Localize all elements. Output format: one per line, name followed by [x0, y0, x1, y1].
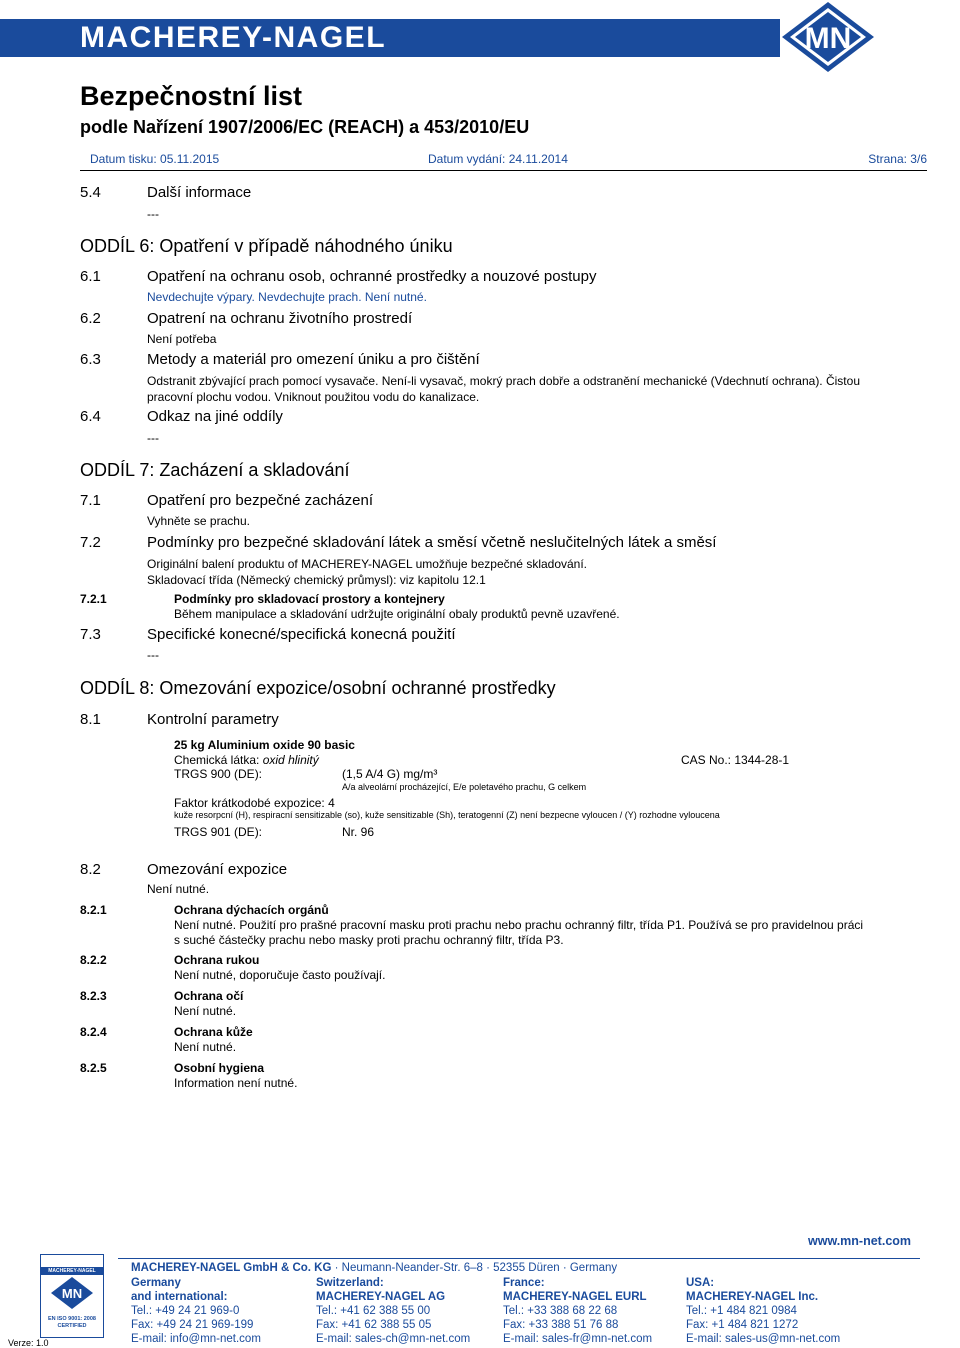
contact-heading: MACHEREY-NAGEL Inc. — [686, 1291, 819, 1303]
section-number: 6.1 — [80, 268, 101, 285]
section-title: Opatrení na ochranu životního prostredí — [147, 310, 413, 327]
subsection-title: Ochrana kůže — [174, 1025, 253, 1039]
contact-phone: Tel.: +1 484 821 0984 — [686, 1305, 797, 1317]
subsection-number: 8.2.1 — [80, 903, 107, 917]
contact-heading: Germany — [131, 1277, 181, 1289]
contact-heading: MACHEREY-NAGEL AG — [316, 1291, 446, 1303]
section-text: --- — [147, 431, 159, 445]
section-text: Není potřeba — [147, 332, 217, 346]
section-title: Podmínky pro bezpečné skladování látek a směsí včetně neslučitelných látek a směsí — [147, 534, 717, 551]
contact-heading: and international: — [131, 1291, 228, 1303]
section-text: Originální balení produktu of MACHEREY-NAGEL umožňuje bezpečné skladování. — [147, 557, 588, 571]
trgs900-note: A/a alveolární procházející, E/e poletavého prachu, G celkem — [342, 782, 587, 792]
contact-column-switzerland — [316, 1276, 501, 1346]
subsection-text: s suché částečky prachu nebo masky proti prachu ochranný filtr, třída P3. — [174, 933, 564, 947]
section-text: Nevdechujte výpary. Nevdechujte prach. Není nutné. — [147, 290, 427, 304]
footer-divider — [118, 1258, 920, 1259]
contact-column-france — [503, 1276, 683, 1346]
trgs900-value: (1,5 A/4 G) mg/m³ — [342, 767, 438, 781]
contact-phone: Tel.: +41 62 388 55 00 — [316, 1305, 431, 1317]
contact-fax: Fax: +41 62 388 55 05 — [316, 1319, 432, 1331]
cert-logo-icon — [41, 1275, 103, 1311]
subsection-number: 8.2.2 — [80, 953, 107, 967]
cas-number: CAS No.: 1344-28-1 — [681, 753, 790, 767]
subsection-text: Není nutné. — [174, 1004, 237, 1018]
iso-certificate-badge — [40, 1254, 104, 1338]
section-title: Opatření pro bezpečné zacházení — [147, 492, 373, 509]
section-text: Není nutné. — [147, 882, 210, 896]
company-line — [131, 1261, 617, 1275]
substance-row — [174, 753, 319, 767]
contact-heading: Switzerland: — [316, 1277, 384, 1289]
subsection-number: 8.2.4 — [80, 1025, 107, 1039]
cert-standard: EN ISO 9001: 2008 — [47, 1316, 96, 1322]
contact-phone: Tel.: +33 388 68 22 68 — [503, 1305, 618, 1317]
page-title: Bezpečnostní list — [80, 81, 303, 111]
contact-heading: USA: — [686, 1277, 715, 1289]
section-text: Vyhněte se prachu. — [147, 514, 250, 528]
section-number: 7.3 — [80, 626, 101, 643]
section-number: 7.2 — [80, 534, 101, 551]
cert-brand: MACHEREY-NAGEL — [41, 1267, 103, 1275]
section-number: 5.4 — [80, 184, 101, 201]
contact-fax: Fax: +33 388 51 76 88 — [503, 1319, 619, 1331]
contact-email: E-mail: sales-us@mn-net.com — [686, 1333, 841, 1345]
chapter-heading: ODDÍL 7: Zacházení a skladování — [80, 460, 350, 480]
section-text: Skladovací třída (Německý chemický průmysl): viz kapitolu 12.1 — [147, 573, 486, 587]
subsection-title: Osobní hygiena — [174, 1061, 265, 1075]
section-title: Opatření na ochranu osob, ochranné prostředky a nouzové postupy — [147, 268, 597, 285]
chapter-heading: ODDÍL 8: Omezování expozice/osobní ochranné prostředky — [80, 678, 556, 698]
section-title: Omezování expozice — [147, 861, 288, 878]
version-label: Verze: 1.0 — [8, 1338, 49, 1348]
subsection-text: Během manipulace a skladování udržujte originální obaly produktů pevně uzavřené. — [174, 607, 620, 621]
logo-text: MN — [804, 22, 852, 55]
trgs901-label: TRGS 901 (DE): — [174, 825, 263, 839]
section-number: 6.4 — [80, 408, 101, 425]
contact-email: E-mail: sales-fr@mn-net.com — [503, 1333, 653, 1345]
page-number: Strana: 3/6 — [868, 152, 927, 166]
section-title: Odkaz na jiné oddíly — [147, 408, 283, 425]
section-title: Metody a materiál pro omezení úniku a pro čištění — [147, 351, 480, 368]
section-title: Kontrolní parametry — [147, 711, 279, 728]
company-address: · Neumann-Neander-Str. 6–8 · 52355 Düren · Germany — [331, 1262, 618, 1274]
section-number: 7.1 — [80, 492, 101, 509]
subsection-text: Information není nutné. — [174, 1076, 298, 1090]
brand-name: MACHEREY-NAGEL — [80, 21, 387, 54]
product-name: 25 kg Aluminium oxide 90 basic — [174, 738, 355, 752]
contact-column-germany — [131, 1276, 311, 1346]
contact-email: E-mail: info@mn-net.com — [131, 1333, 261, 1345]
document-header-line — [80, 146, 927, 171]
section-number: 8.1 — [80, 711, 101, 728]
subsection-text: Není nutné. Použití pro prašné pracovní masku proti prachu nebo prachu ochranný filtr, třída P1. Používá se pro pravidelnou práci — [174, 918, 864, 932]
cert-status: CERTIFIED — [57, 1323, 87, 1329]
subsection-title: Podmínky pro skladovací prostory a kontejnery — [174, 592, 445, 606]
contact-fax: Fax: +1 484 821 1272 — [686, 1319, 799, 1331]
contact-email: E-mail: sales-ch@mn-net.com — [316, 1333, 471, 1345]
issue-date: Datum vydání: 24.11.2014 — [428, 152, 568, 166]
section-number: 8.2 — [80, 861, 101, 878]
section-text: pracovní plochu vodou. Vniknout použitou vodu do kanalizace. — [147, 390, 480, 404]
subsection-number: 7.2.1 — [80, 592, 107, 606]
contact-column-usa — [686, 1276, 866, 1346]
contact-phone: Tel.: +49 24 21 969-0 — [131, 1305, 240, 1317]
section-text: Odstranit zbývající prach pomocí vysavače. Není-li vysavač, mokrý prach dobře a odstranění mechanické (Vdechnutí ochrana). Čistou — [147, 374, 860, 388]
contact-heading: France: — [503, 1277, 545, 1289]
substance-label: Chemická látka: — [174, 753, 260, 767]
short-term-note: kuže resorpcní (H), respiracní sensitizable (so), kuže sensitizable (Sh), teratogenní (Z) není bezpecne vyloucen / (Y) rozhodne vyloucena — [174, 810, 720, 820]
subsection-text: Není nutné, doporučuje často používají. — [174, 968, 386, 982]
page-subtitle: podle Nařízení 1907/2006/EC (REACH) a 453/2010/EU — [80, 117, 530, 137]
section-text: --- — [147, 648, 159, 662]
section-text: --- — [147, 207, 159, 221]
chapter-heading: ODDÍL 6: Opatření v případě náhodného úniku — [80, 236, 453, 256]
print-date: Datum tisku: 05.11.2015 — [90, 152, 220, 166]
short-term-row — [174, 796, 335, 810]
subsection-title: Ochrana rukou — [174, 953, 260, 967]
section-title: Specifické konecné/specifická konecná použití — [147, 626, 456, 643]
subsection-title: Ochrana dýchacích orgánů — [174, 903, 329, 917]
trgs901-value: Nr. 96 — [342, 825, 375, 839]
mn-logo — [778, 0, 878, 74]
contact-fax: Fax: +49 24 21 969-199 — [131, 1319, 254, 1331]
short-term-value: 4 — [328, 796, 335, 810]
substance-name: oxid hlinitý — [262, 753, 319, 767]
trgs900-label: TRGS 900 (DE): — [174, 767, 263, 781]
short-term-label: Faktor krátkodobé expozice: — [174, 796, 325, 810]
section-number: 6.3 — [80, 351, 101, 368]
contact-heading: MACHEREY-NAGEL EURL — [503, 1291, 647, 1303]
subsection-number: 8.2.3 — [80, 989, 107, 1003]
cert-logo-text: MN — [61, 1286, 83, 1301]
section-title: Další informace — [147, 184, 252, 201]
subsection-number: 8.2.5 — [80, 1061, 107, 1075]
subsection-text: Není nutné. — [174, 1040, 237, 1054]
subsection-title: Ochrana očí — [174, 989, 244, 1003]
company-name: MACHEREY-NAGEL GmbH & Co. KG — [131, 1262, 332, 1274]
website: www.mn-net.com — [808, 1234, 912, 1248]
section-number: 6.2 — [80, 310, 101, 327]
